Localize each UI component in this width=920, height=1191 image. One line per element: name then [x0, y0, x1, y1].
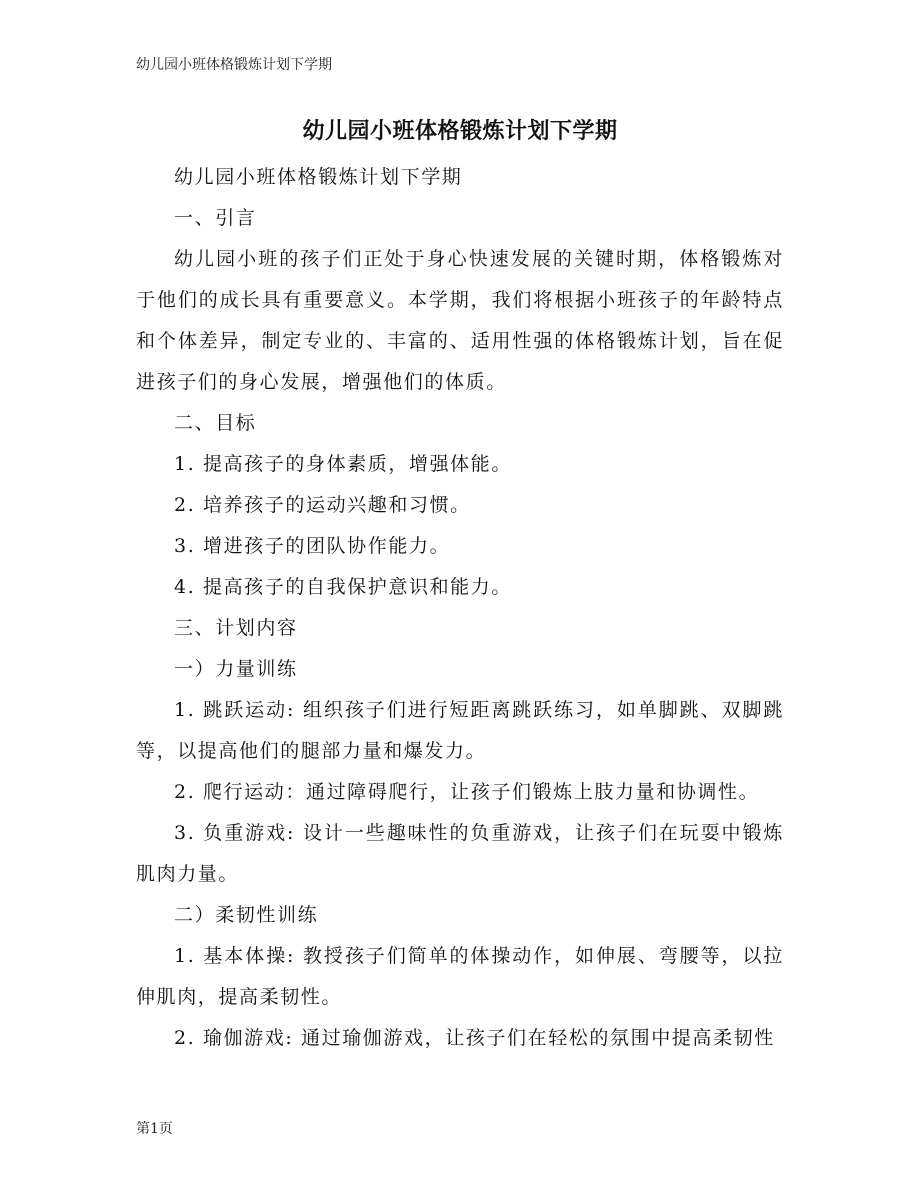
- strength-item: 2. 爬行运动：通过障碍爬行，让孩子们锻炼上肢力量和协调性。: [174, 781, 760, 803]
- header-divider: [136, 80, 784, 81]
- goal-item: 4. 提高孩子的自我保护意识和能力。: [174, 576, 512, 598]
- goal-item: 3. 增进孩子的团队协作能力。: [174, 535, 451, 557]
- document-body: [136, 157, 784, 1059]
- goal-item: 2. 培养孩子的运动兴趣和习惯。: [174, 494, 471, 516]
- strength-item: 3. 负重游戏: 设计一些趣味性的负重游戏，让孩子们在玩耍中锻炼肌肉力量。: [136, 822, 784, 885]
- goal-item: 1. 提高孩子的身体素质，增强体能。: [174, 453, 512, 475]
- page-number: 第1页: [136, 1121, 173, 1137]
- section-heading-goals: 二、目标: [174, 412, 257, 434]
- flexibility-item: 1. 基本体操: 教授孩子们简单的体操动作，如伸展、弯腰等，以拉伸肌肉，提高柔韧性。: [136, 945, 784, 1008]
- strength-item: 1. 跳跃运动: 组织孩子们进行短距离跳跃练习，如单脚跳、双脚跳等，以提高他们的腿部力量和爆发力。: [136, 699, 784, 762]
- flexibility-item: 2. 瑜伽游戏: 通过瑜伽游戏，让孩子们在轻松的氛围中提高柔韧性: [174, 1027, 775, 1049]
- running-header: 幼儿园小班体格锻炼计划下学期: [136, 57, 332, 73]
- subsection-heading-strength: 一）力量训练: [174, 658, 298, 680]
- document-title: 幼儿园小班体格锻炼计划下学期: [302, 119, 618, 144]
- section-heading-plan-content: 三、计划内容: [174, 617, 298, 639]
- section-heading-introduction: 一、引言: [174, 207, 257, 229]
- introduction-paragraph: 幼儿园小班的孩子们正处于身心快速发展的关键时期，体格锻炼对于他们的成长具有重要意义。本学期，我们将根据小班孩子的年龄特点和个体差异，制定专业的、丰富的、适用性强的体格锻炼计划，旨在促进孩子们的身心发展，增强他们的体质。: [136, 248, 784, 393]
- subsection-heading-flexibility: 二）柔韧性训练: [174, 904, 319, 926]
- subtitle-paragraph: 幼儿园小班体格锻炼计划下学期: [174, 166, 463, 188]
